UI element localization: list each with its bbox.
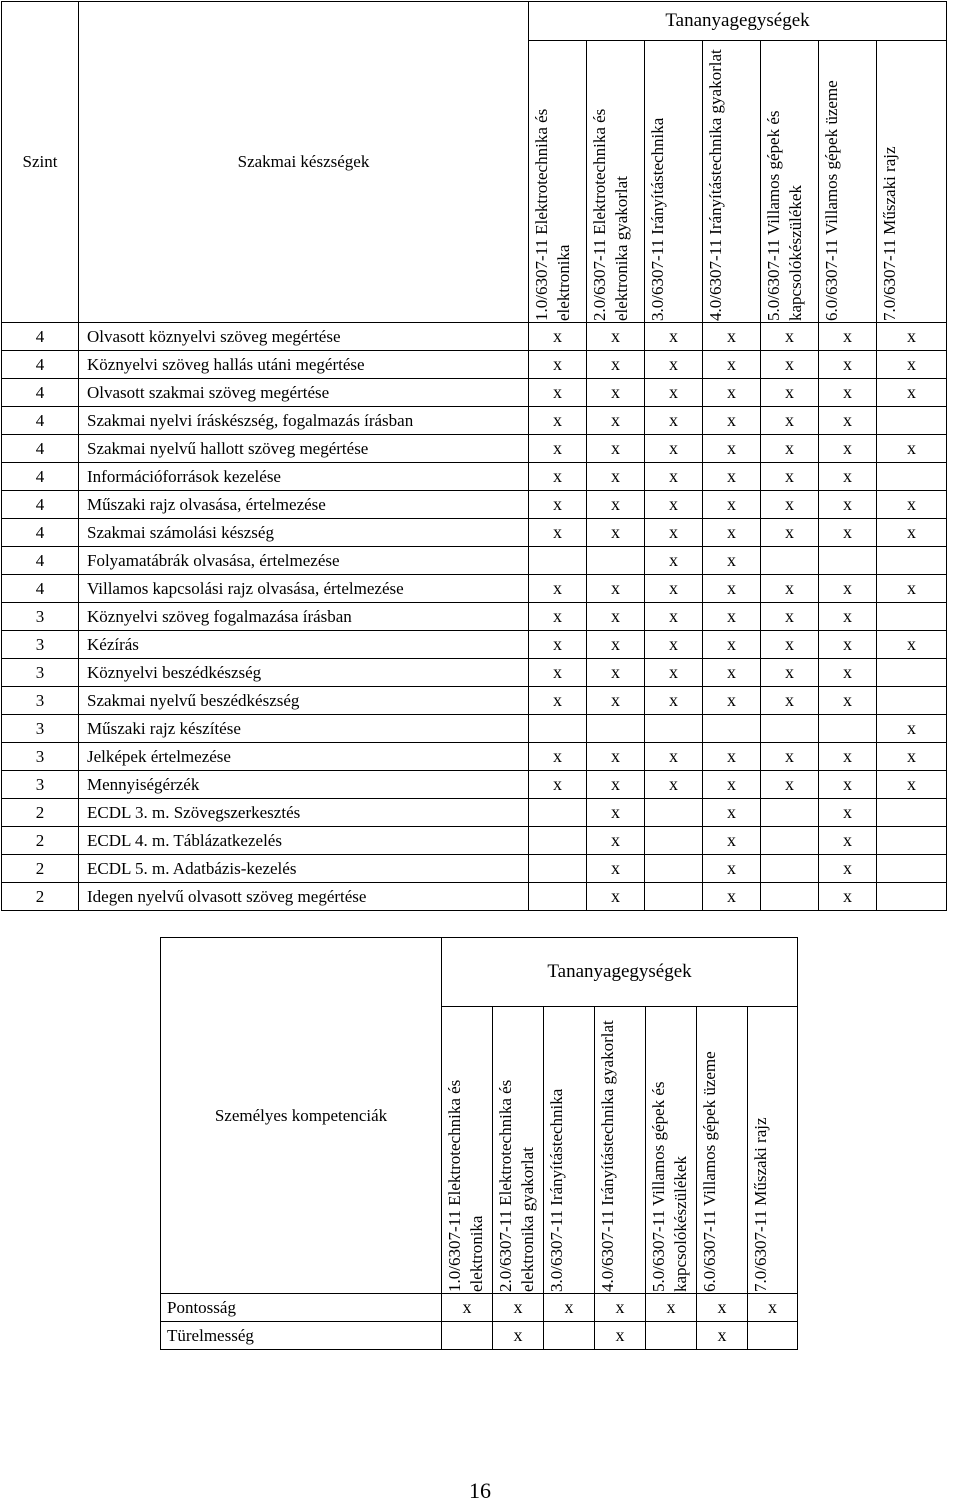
- level-cell: 4: [2, 323, 79, 351]
- mark-cell: x: [877, 379, 947, 407]
- mark-cell: x: [587, 827, 645, 855]
- table-row: [161, 1322, 798, 1350]
- mark-cell: x: [761, 323, 819, 351]
- mark-cell: x: [703, 603, 761, 631]
- mark-cell: [544, 1322, 595, 1350]
- table-row: [2, 603, 947, 631]
- level-cell: 4: [2, 379, 79, 407]
- table-row: [2, 519, 947, 547]
- mark-cell: x: [645, 463, 703, 491]
- unit-column-header: [646, 1007, 697, 1294]
- mark-cell: x: [442, 1294, 493, 1322]
- mark-cell: [761, 855, 819, 883]
- mark-cell: x: [703, 799, 761, 827]
- mark-cell: x: [645, 519, 703, 547]
- skill-cell: Információforrások kezelése: [79, 463, 529, 491]
- level-cell: 3: [2, 743, 79, 771]
- mark-cell: [761, 827, 819, 855]
- skill-cell: Jelképek értelmezése: [79, 743, 529, 771]
- mark-cell: x: [587, 771, 645, 799]
- unit-column-header: [877, 41, 947, 323]
- level-cell: 3: [2, 687, 79, 715]
- mark-cell: [877, 407, 947, 435]
- unit-column-header: [697, 1007, 748, 1294]
- mark-cell: x: [761, 379, 819, 407]
- mark-cell: x: [697, 1322, 748, 1350]
- mark-cell: x: [819, 491, 877, 519]
- level-cell: 3: [2, 715, 79, 743]
- mark-cell: x: [819, 687, 877, 715]
- mark-cell: x: [703, 351, 761, 379]
- mark-cell: [645, 883, 703, 911]
- mark-cell: x: [645, 547, 703, 575]
- mark-cell: x: [529, 575, 587, 603]
- mark-cell: x: [877, 631, 947, 659]
- table-row: [2, 547, 947, 575]
- mark-cell: [645, 715, 703, 743]
- mark-cell: x: [761, 351, 819, 379]
- mark-cell: x: [703, 323, 761, 351]
- mark-cell: x: [587, 855, 645, 883]
- level-cell: 4: [2, 519, 79, 547]
- skill-cell: Villamos kapcsolási rajz olvasása, értelmezése: [79, 575, 529, 603]
- mark-cell: x: [761, 575, 819, 603]
- table-row: [161, 1294, 798, 1322]
- mark-cell: x: [587, 379, 645, 407]
- unit-column-header: [819, 41, 877, 323]
- mark-cell: x: [645, 743, 703, 771]
- mark-cell: x: [703, 771, 761, 799]
- mark-cell: x: [703, 743, 761, 771]
- mark-cell: x: [703, 631, 761, 659]
- table-row: [2, 687, 947, 715]
- mark-cell: x: [587, 323, 645, 351]
- skill-cell: Köznyelvi beszédkészség: [79, 659, 529, 687]
- skill-cell: Szakmai nyelvi íráskészség, fogalmazás írásban: [79, 407, 529, 435]
- mark-cell: x: [529, 771, 587, 799]
- mark-cell: x: [645, 603, 703, 631]
- mark-cell: x: [645, 631, 703, 659]
- unit-column-label: 3.0/6307-11 Irányítástechnika: [648, 117, 667, 321]
- skills-column-header: Szakmai készségek: [79, 2, 529, 323]
- mark-cell: x: [646, 1294, 697, 1322]
- mark-cell: x: [587, 743, 645, 771]
- mark-cell: [877, 855, 947, 883]
- mark-cell: x: [587, 799, 645, 827]
- mark-cell: x: [877, 351, 947, 379]
- level-cell: 2: [2, 855, 79, 883]
- mark-cell: x: [587, 687, 645, 715]
- unit-column-header: [493, 1007, 544, 1294]
- skill-cell: Műszaki rajz készítése: [79, 715, 529, 743]
- mark-cell: [529, 715, 587, 743]
- mark-cell: x: [819, 603, 877, 631]
- mark-cell: [877, 799, 947, 827]
- unit-column-label: 5.0/6307-11 Villamos gépek és kapcsolókészülékek: [649, 1081, 690, 1292]
- level-cell: 2: [2, 883, 79, 911]
- table-row: [2, 351, 947, 379]
- unit-column-label: 1.0/6307-11 Elektrotechnika és elektronika: [445, 1079, 486, 1292]
- mark-cell: x: [819, 323, 877, 351]
- unit-column-label: 2.0/6307-11 Elektrotechnika és elektronika gyakorlat: [590, 108, 631, 321]
- skill-cell: ECDL 3. m. Szövegszerkesztés: [79, 799, 529, 827]
- mark-cell: x: [819, 463, 877, 491]
- mark-cell: [529, 799, 587, 827]
- competence-units-group-header: Tananyagegységek: [442, 938, 798, 1007]
- table-row: [2, 407, 947, 435]
- mark-cell: x: [819, 799, 877, 827]
- mark-cell: [748, 1322, 798, 1350]
- mark-cell: x: [529, 631, 587, 659]
- mark-cell: x: [587, 407, 645, 435]
- unit-column-header: [529, 41, 587, 323]
- mark-cell: x: [761, 659, 819, 687]
- mark-cell: x: [587, 519, 645, 547]
- mark-cell: x: [819, 435, 877, 463]
- mark-cell: x: [761, 631, 819, 659]
- mark-cell: x: [877, 575, 947, 603]
- mark-cell: x: [761, 463, 819, 491]
- mark-cell: x: [703, 687, 761, 715]
- mark-cell: x: [703, 463, 761, 491]
- skill-cell: Műszaki rajz olvasása, értelmezése: [79, 491, 529, 519]
- mark-cell: x: [493, 1294, 544, 1322]
- mark-cell: [442, 1322, 493, 1350]
- page-number: 16: [469, 1478, 491, 1503]
- mark-cell: x: [645, 435, 703, 463]
- level-cell: 4: [2, 407, 79, 435]
- skill-cell: Mennyiségérzék: [79, 771, 529, 799]
- mark-cell: [645, 827, 703, 855]
- mark-cell: [761, 883, 819, 911]
- mark-cell: [761, 547, 819, 575]
- mark-cell: x: [645, 323, 703, 351]
- skill-cell: Szakmai nyelvű beszédkészség: [79, 687, 529, 715]
- level-cell: 2: [2, 799, 79, 827]
- mark-cell: x: [819, 631, 877, 659]
- table-row: [2, 715, 947, 743]
- skill-cell: Szakmai nyelvű hallott szöveg megértése: [79, 435, 529, 463]
- mark-cell: x: [819, 771, 877, 799]
- mark-cell: x: [877, 743, 947, 771]
- unit-column-label: 1.0/6307-11 Elektrotechnika és elektronika: [532, 108, 573, 321]
- mark-cell: x: [697, 1294, 748, 1322]
- mark-cell: x: [529, 519, 587, 547]
- mark-cell: [877, 547, 947, 575]
- skills-table: [1, 1, 947, 911]
- skill-cell: Szakmai számolási készség: [79, 519, 529, 547]
- mark-cell: x: [645, 491, 703, 519]
- mark-cell: [645, 855, 703, 883]
- table-row: [2, 491, 947, 519]
- mark-cell: x: [761, 491, 819, 519]
- mark-cell: x: [645, 659, 703, 687]
- mark-cell: x: [645, 379, 703, 407]
- mark-cell: [761, 715, 819, 743]
- mark-cell: x: [877, 323, 947, 351]
- mark-cell: x: [645, 771, 703, 799]
- unit-column-header: [587, 41, 645, 323]
- unit-column-label: 4.0/6307-11 Irányítástechnika gyakorlat: [706, 49, 725, 321]
- table-row: [2, 575, 947, 603]
- mark-cell: x: [761, 687, 819, 715]
- mark-cell: [761, 799, 819, 827]
- mark-cell: x: [819, 407, 877, 435]
- competence-cell: Pontosság: [161, 1294, 442, 1322]
- skill-cell: Olvasott köznyelvi szöveg megértése: [79, 323, 529, 351]
- unit-column-label: 4.0/6307-11 Irányítástechnika gyakorlat: [598, 1020, 617, 1292]
- skill-cell: ECDL 5. m. Adatbázis-kezelés: [79, 855, 529, 883]
- unit-column-header: [595, 1007, 646, 1294]
- competence-column-header: Személyes kompetenciák: [161, 938, 442, 1294]
- mark-cell: x: [703, 519, 761, 547]
- mark-cell: [819, 547, 877, 575]
- skill-cell: Olvasott szakmai szöveg megértése: [79, 379, 529, 407]
- mark-cell: x: [819, 575, 877, 603]
- mark-cell: [529, 827, 587, 855]
- mark-cell: x: [595, 1294, 646, 1322]
- mark-cell: x: [645, 351, 703, 379]
- unit-column-header: [442, 1007, 493, 1294]
- mark-cell: x: [703, 659, 761, 687]
- mark-cell: x: [703, 407, 761, 435]
- unit-column-header: [645, 41, 703, 323]
- table-row: [2, 631, 947, 659]
- mark-cell: x: [819, 855, 877, 883]
- mark-cell: x: [877, 771, 947, 799]
- mark-cell: x: [819, 351, 877, 379]
- skill-cell: ECDL 4. m. Táblázatkezelés: [79, 827, 529, 855]
- level-cell: 3: [2, 659, 79, 687]
- mark-cell: x: [587, 603, 645, 631]
- level-cell: 2: [2, 827, 79, 855]
- unit-column-label: 5.0/6307-11 Villamos gépek és kapcsolókészülékek: [764, 110, 805, 321]
- mark-cell: [877, 687, 947, 715]
- mark-cell: x: [529, 687, 587, 715]
- mark-cell: [529, 855, 587, 883]
- unit-column-label: 7.0/6307-11 Műszaki rajz: [880, 146, 899, 321]
- skills-table-body: [2, 323, 947, 911]
- level-cell: 4: [2, 463, 79, 491]
- mark-cell: x: [703, 575, 761, 603]
- mark-cell: x: [877, 519, 947, 547]
- mark-cell: x: [529, 351, 587, 379]
- table-row: [2, 771, 947, 799]
- mark-cell: x: [529, 743, 587, 771]
- mark-cell: [529, 547, 587, 575]
- skill-cell: Kézírás: [79, 631, 529, 659]
- mark-cell: x: [703, 827, 761, 855]
- skill-cell: Köznyelvi szöveg fogalmazása írásban: [79, 603, 529, 631]
- table-row: [2, 463, 947, 491]
- skill-cell: Köznyelvi szöveg hallás utáni megértése: [79, 351, 529, 379]
- mark-cell: x: [529, 379, 587, 407]
- mark-cell: x: [587, 463, 645, 491]
- level-column-header: Szint: [2, 2, 79, 323]
- unit-column-header: [748, 1007, 798, 1294]
- mark-cell: x: [529, 603, 587, 631]
- competence-table-body: [161, 1294, 798, 1350]
- table-row: [2, 827, 947, 855]
- mark-cell: x: [587, 351, 645, 379]
- table-row: [2, 659, 947, 687]
- mark-cell: x: [703, 855, 761, 883]
- mark-cell: x: [587, 883, 645, 911]
- level-cell: 4: [2, 575, 79, 603]
- mark-cell: x: [703, 547, 761, 575]
- unit-column-label: 6.0/6307-11 Villamos gépek üzeme: [700, 1051, 719, 1292]
- mark-cell: [587, 715, 645, 743]
- mark-cell: x: [819, 379, 877, 407]
- level-cell: 4: [2, 351, 79, 379]
- mark-cell: x: [587, 491, 645, 519]
- skill-cell: Idegen nyelvű olvasott szöveg megértése: [79, 883, 529, 911]
- mark-cell: x: [645, 407, 703, 435]
- mark-cell: x: [587, 659, 645, 687]
- level-cell: 4: [2, 491, 79, 519]
- mark-cell: x: [761, 435, 819, 463]
- unit-column-label: 7.0/6307-11 Műszaki rajz: [751, 1117, 770, 1292]
- mark-cell: x: [587, 631, 645, 659]
- level-cell: 3: [2, 771, 79, 799]
- mark-cell: x: [703, 435, 761, 463]
- table-row: [2, 855, 947, 883]
- level-cell: 3: [2, 603, 79, 631]
- mark-cell: x: [748, 1294, 798, 1322]
- mark-cell: x: [819, 827, 877, 855]
- mark-cell: x: [761, 603, 819, 631]
- table-row: [2, 379, 947, 407]
- table-row: [2, 743, 947, 771]
- mark-cell: [645, 799, 703, 827]
- mark-cell: x: [529, 323, 587, 351]
- mark-cell: [819, 715, 877, 743]
- table-row: [2, 323, 947, 351]
- unit-column-label: 3.0/6307-11 Irányítástechnika: [547, 1088, 566, 1292]
- mark-cell: x: [703, 883, 761, 911]
- level-cell: 3: [2, 631, 79, 659]
- mark-cell: [877, 883, 947, 911]
- mark-cell: x: [877, 715, 947, 743]
- level-cell: 4: [2, 547, 79, 575]
- units-group-header: Tananyagegységek: [529, 2, 947, 41]
- mark-cell: x: [529, 659, 587, 687]
- skill-cell: Folyamatábrák olvasása, értelmezése: [79, 547, 529, 575]
- mark-cell: x: [595, 1322, 646, 1350]
- mark-cell: x: [761, 743, 819, 771]
- mark-cell: x: [819, 743, 877, 771]
- mark-cell: x: [819, 659, 877, 687]
- competence-cell: Türelmesség: [161, 1322, 442, 1350]
- mark-cell: x: [761, 519, 819, 547]
- unit-column-label: 2.0/6307-11 Elektrotechnika és elektronika gyakorlat: [496, 1079, 537, 1292]
- table-row: [2, 883, 947, 911]
- unit-column-header: [703, 41, 761, 323]
- unit-column-header: [544, 1007, 595, 1294]
- mark-cell: [877, 827, 947, 855]
- mark-cell: x: [529, 491, 587, 519]
- mark-cell: [587, 547, 645, 575]
- level-cell: 4: [2, 435, 79, 463]
- mark-cell: x: [761, 771, 819, 799]
- mark-cell: [877, 659, 947, 687]
- mark-cell: [877, 463, 947, 491]
- mark-cell: x: [877, 491, 947, 519]
- mark-cell: x: [645, 687, 703, 715]
- mark-cell: x: [587, 575, 645, 603]
- mark-cell: x: [529, 407, 587, 435]
- mark-cell: [646, 1322, 697, 1350]
- mark-cell: x: [819, 883, 877, 911]
- mark-cell: x: [703, 491, 761, 519]
- unit-column-label: 6.0/6307-11 Villamos gépek üzeme: [822, 80, 841, 321]
- mark-cell: x: [529, 435, 587, 463]
- mark-cell: x: [544, 1294, 595, 1322]
- mark-cell: x: [877, 435, 947, 463]
- mark-cell: x: [703, 379, 761, 407]
- table-row: [2, 799, 947, 827]
- mark-cell: x: [587, 435, 645, 463]
- mark-cell: x: [819, 519, 877, 547]
- table-row: [2, 435, 947, 463]
- mark-cell: [529, 883, 587, 911]
- unit-column-header: [761, 41, 819, 323]
- mark-cell: x: [493, 1322, 544, 1350]
- mark-cell: [703, 715, 761, 743]
- mark-cell: [877, 603, 947, 631]
- mark-cell: x: [761, 407, 819, 435]
- competence-table: [160, 937, 798, 1350]
- mark-cell: x: [529, 463, 587, 491]
- mark-cell: x: [645, 575, 703, 603]
